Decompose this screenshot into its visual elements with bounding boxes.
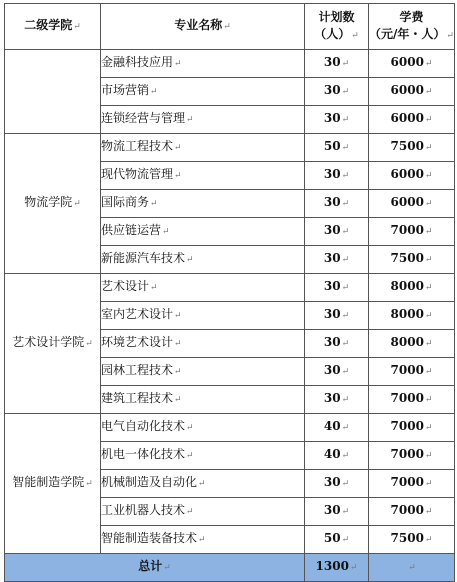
plan-cell: 50↵ <box>305 134 369 162</box>
total-label: 总计↵ <box>5 554 305 582</box>
plan-cell: 40↵ <box>305 414 369 442</box>
fee-cell: 6000↵ <box>369 50 455 78</box>
major-cell: 金融科技应用↵ <box>101 50 305 78</box>
fee-cell: 6000↵ <box>369 190 455 218</box>
major-cell: 园林工程技术↵ <box>101 358 305 386</box>
fee-cell: 7000↵ <box>369 358 455 386</box>
major-cell: 现代物流管理↵ <box>101 162 305 190</box>
header-college: 二级学院↵ <box>5 4 101 50</box>
table-body <box>5 50 455 554</box>
fee-cell: 6000↵ <box>369 162 455 190</box>
header-row <box>5 4 455 50</box>
major-cell: 物流工程技术↵ <box>101 134 305 162</box>
plan-cell: 40↵ <box>305 442 369 470</box>
total-plan: 1300↵ <box>305 554 369 582</box>
fee-cell: 7000↵ <box>369 218 455 246</box>
fee-cell: 7000↵ <box>369 386 455 414</box>
major-cell: 市场营销↵ <box>101 78 305 106</box>
major-cell: 供应链运营↵ <box>101 218 305 246</box>
major-cell: 室内艺术设计↵ <box>101 302 305 330</box>
college-cell: 艺术设计学院↵ <box>5 274 101 414</box>
major-cell: 电气自动化技术↵ <box>101 414 305 442</box>
fee-cell: 7000↵ <box>369 470 455 498</box>
college-cell <box>5 50 101 134</box>
major-cell: 环境艺术设计↵ <box>101 330 305 358</box>
header-fee: 学费 （元/年・人）↵ <box>369 4 455 50</box>
fee-cell: 7000↵ <box>369 442 455 470</box>
plan-cell: 30↵ <box>305 218 369 246</box>
college-cell: 智能制造学院↵ <box>5 414 101 554</box>
enrollment-table <box>4 3 455 582</box>
fee-cell: 7500↵ <box>369 134 455 162</box>
header-plan: 计划数 （人）↵ <box>305 4 369 50</box>
major-cell: 机械制造及自动化↵ <box>101 470 305 498</box>
major-cell: 机电一体化技术↵ <box>101 442 305 470</box>
plan-cell: 30↵ <box>305 246 369 274</box>
plan-cell: 30↵ <box>305 106 369 134</box>
table-row <box>5 414 455 442</box>
header-major: 专业名称↵ <box>101 4 305 50</box>
major-cell: 工业机器人技术↵ <box>101 498 305 526</box>
plan-cell: 50↵ <box>305 526 369 554</box>
total-fee: ↵ <box>369 554 455 582</box>
plan-cell: 30↵ <box>305 386 369 414</box>
major-cell: 建筑工程技术↵ <box>101 386 305 414</box>
fee-cell: 7000↵ <box>369 414 455 442</box>
plan-cell: 30↵ <box>305 498 369 526</box>
plan-cell: 30↵ <box>305 190 369 218</box>
fee-cell: 6000↵ <box>369 78 455 106</box>
total-row <box>5 554 455 582</box>
major-cell: 艺术设计↵ <box>101 274 305 302</box>
major-cell: 智能制造装备技术↵ <box>101 526 305 554</box>
major-cell: 连锁经营与管理↵ <box>101 106 305 134</box>
fee-cell: 8000↵ <box>369 302 455 330</box>
table-row <box>5 134 455 162</box>
plan-cell: 30↵ <box>305 330 369 358</box>
plan-cell: 30↵ <box>305 50 369 78</box>
table-row <box>5 274 455 302</box>
plan-cell: 30↵ <box>305 274 369 302</box>
fee-cell: 7500↵ <box>369 246 455 274</box>
college-cell: 物流学院↵ <box>5 134 101 274</box>
fee-cell: 7500↵ <box>369 526 455 554</box>
plan-cell: 30↵ <box>305 470 369 498</box>
fee-cell: 7000↵ <box>369 498 455 526</box>
plan-cell: 30↵ <box>305 162 369 190</box>
fee-cell: 8000↵ <box>369 274 455 302</box>
fee-cell: 8000↵ <box>369 330 455 358</box>
plan-cell: 30↵ <box>305 78 369 106</box>
fee-cell: 6000↵ <box>369 106 455 134</box>
major-cell: 国际商务↵ <box>101 190 305 218</box>
plan-cell: 30↵ <box>305 358 369 386</box>
major-cell: 新能源汽车技术↵ <box>101 246 305 274</box>
table-row <box>5 50 455 78</box>
plan-cell: 30↵ <box>305 302 369 330</box>
